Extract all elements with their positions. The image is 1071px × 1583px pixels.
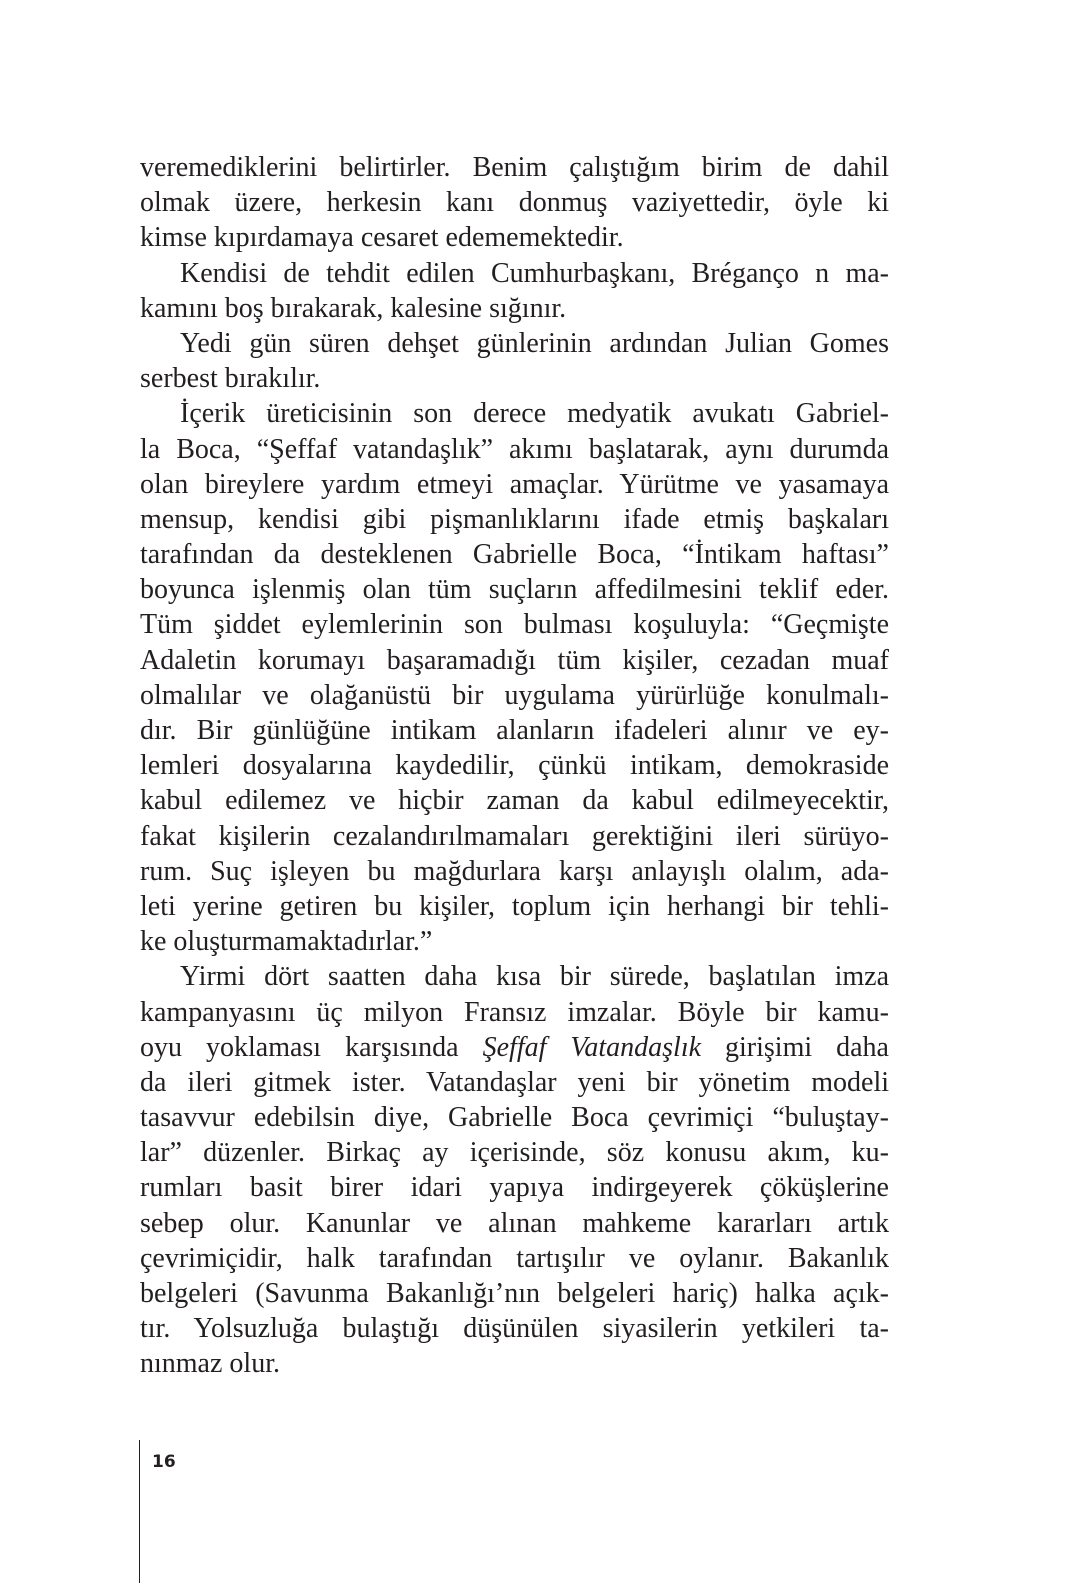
text-line: olan bireylere yardım etmeyi amaçlar. Yürütme ve yasamaya [140, 468, 889, 500]
text-line: ke oluşturmamaktadırlar.” [140, 926, 433, 958]
page-number: 16 [152, 1452, 176, 1472]
text-line: boyunca işlenmiş olan tüm suçların affedilmesini teklif eder. [140, 574, 889, 606]
text-line: kampanyasını üç milyon Fransız imzalar. Böyle bir kamu- [140, 996, 889, 1028]
italic-term: Şeffaf Vatandaşlık [482, 1031, 702, 1063]
text-line: tasavvur edebilsin diye, Gabrielle Boca çevrimiçi “buluştay- [140, 1102, 889, 1134]
text-line: lar” düzenler. Birkaç ay içerisinde, söz konusu akım, ku- [140, 1137, 889, 1169]
text-line: Kendisi de tehdit edilen Cumhurbaşkanı, Bréganço n ma- [180, 257, 889, 289]
text-line: mensup, kendisi gibi pişmanlıklarını ifade etmiş başkaları [140, 503, 889, 535]
text-line: İçerik üreticisinin son derece medyatik avukatı Gabriel- [180, 398, 889, 430]
text-line: kimse kıpırdamaya cesaret edememektedir. [140, 222, 624, 254]
text-line: serbest bırakılır. [140, 363, 321, 395]
paragraph [140, 959, 889, 1381]
text-line: lemleri dosyalarına kaydedilir, çünkü intikam, demokraside [140, 750, 889, 782]
page-body [140, 150, 889, 1382]
paragraph [140, 396, 889, 959]
text-line [140, 1030, 889, 1065]
text-line: kabul edilemez ve hiçbir zaman da kabul edilmeyecektir, [140, 785, 889, 817]
text-line: veremediklerini belirtirler. Benim çalıştığım birim de dahil [140, 152, 889, 183]
paragraph [140, 326, 889, 396]
text-segment: girişimi daha [701, 1031, 889, 1063]
text-line: Tüm şiddet eylemlerinin son bulması koşuluyla: “Geçmişte [140, 609, 889, 641]
text-line: belgeleri (Savunma Bakanlığı’nın belgeleri hariç) halka açık- [140, 1278, 889, 1309]
text-line: nınmaz olur. [140, 1348, 280, 1380]
text-line: sebep olur. Kanunlar ve alınan mahkeme kararları artık [140, 1207, 889, 1239]
paragraph [140, 150, 889, 256]
text-line: olmalılar ve olağanüstü bir uygulama yürürlüğe konulmalı- [140, 679, 889, 711]
text-line: çevrimiçidir, halk tarafından tartışılır ve oylanır. Bakanlık [140, 1242, 889, 1274]
text-line: dır. Bir günlüğüne intikam alanların ifadeleri alınır ve ey- [140, 715, 889, 746]
text-line: olmak üzere, herkesin kanı donmuş vaziyettedir, öyle ki [140, 187, 889, 219]
text-line: rum. Suç işleyen bu mağdurlara karşı anlayışlı olalım, ada- [140, 855, 889, 887]
text-line: da ileri gitmek ister. Vatandaşlar yeni bir yönetim modeli [140, 1066, 889, 1098]
text-line: tarafından da desteklenen Gabrielle Boca, “İntikam haftası” [140, 539, 889, 571]
page-number-rule [139, 1440, 140, 1583]
text-line: la Boca, “Şeffaf vatandaşlık” akımı başlatarak, aynı durumda [140, 433, 889, 465]
text-line: leti yerine getiren bu kişiler, toplum için herhangi bir tehli- [140, 890, 889, 922]
text-line: tır. Yolsuzluğa bulaştığı düşünülen siyasilerin yetkileri ta- [140, 1313, 889, 1345]
text-line: Adaletin korumayı başaramadığı tüm kişiler, cezadan muaf [140, 644, 889, 676]
text-line: Yedi gün süren dehşet günlerinin ardından Julian Gomes [180, 327, 889, 359]
text-segment: oyu yoklaması karşısında [140, 1031, 483, 1063]
text-line: fakat kişilerin cezalandırılmamaları gerektiğini ileri sürüyo- [140, 820, 889, 852]
text-line: rumları basit birer idari yapıya indirgeyerek çöküşlerine [140, 1172, 889, 1204]
text-line: Yirmi dört saatten daha kısa bir sürede, başlatılan imza [180, 961, 889, 993]
paragraph [140, 256, 889, 326]
text-line: kamını boş bırakarak, kalesine sığınır. [140, 292, 567, 324]
